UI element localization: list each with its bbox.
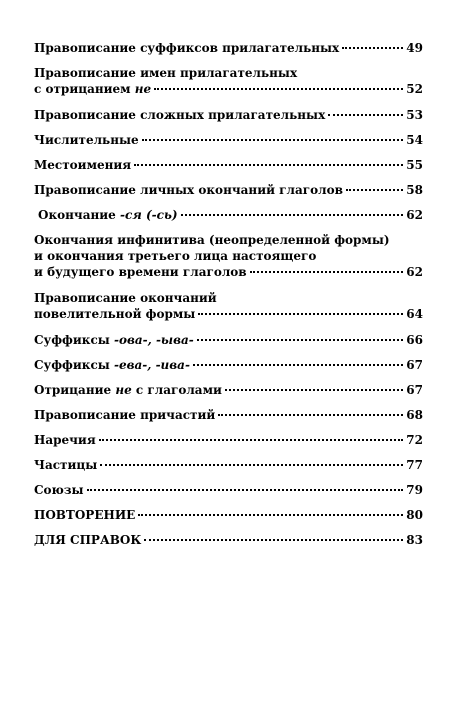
toc-entry[interactable] <box>34 40 423 56</box>
leader-dots <box>99 439 404 441</box>
page-number: 79 <box>406 483 423 497</box>
page-number: 52 <box>406 82 423 96</box>
leader-dots <box>87 489 404 491</box>
leader-dots <box>250 271 404 273</box>
toc-entry[interactable] <box>34 457 423 473</box>
entry-title: Окончание -ся (-сь) <box>38 208 178 222</box>
toc-entry[interactable] <box>34 207 423 223</box>
page-number: 58 <box>406 183 423 197</box>
leader-dots <box>193 364 403 366</box>
page-number: 72 <box>406 433 423 447</box>
table-of-contents <box>34 40 423 557</box>
leader-dots <box>144 539 403 541</box>
leader-dots <box>225 389 403 391</box>
leader-dots <box>100 464 403 466</box>
leader-dots <box>134 164 403 166</box>
page-number: 67 <box>406 383 423 397</box>
entry-title: Наречия <box>34 433 96 447</box>
entry-title: повелительной формы <box>34 307 196 321</box>
leader-dots <box>197 339 404 341</box>
toc-entry[interactable] <box>34 332 423 348</box>
page-number: 68 <box>406 408 423 422</box>
entry-title: и будущего времени глаголов <box>34 265 247 279</box>
toc-entry[interactable] <box>34 507 423 523</box>
leader-dots <box>342 47 403 49</box>
leader-dots <box>346 189 403 191</box>
toc-entry[interactable] <box>34 532 423 548</box>
entry-title: Правописание сложных прилагательных <box>34 108 326 122</box>
leader-dots <box>138 514 403 516</box>
toc-entry[interactable] <box>34 182 423 198</box>
page-number: 55 <box>406 158 423 172</box>
page-number: 80 <box>406 508 423 522</box>
page-number: 64 <box>406 307 423 321</box>
leader-dots <box>198 313 403 315</box>
toc-entry[interactable] <box>34 357 423 373</box>
entry-title: Частицы <box>34 458 98 472</box>
toc-entry[interactable] <box>34 407 423 423</box>
page-number: 67 <box>406 358 423 372</box>
entry-title: ДЛЯ СПРАВОК <box>34 533 142 547</box>
toc-entry[interactable] <box>34 290 423 322</box>
entry-title: Правописание причастий <box>34 408 216 422</box>
page-number: 77 <box>406 458 423 472</box>
entry-title: Суффиксы -ева-, -ива- <box>34 358 190 372</box>
toc-entry[interactable] <box>34 232 423 280</box>
page-number: 66 <box>406 333 423 347</box>
toc-entry[interactable] <box>34 432 423 448</box>
entry-title: ПОВТОРЕНИЕ <box>34 508 136 522</box>
leader-dots <box>328 114 403 116</box>
page-number: 49 <box>406 41 423 55</box>
leader-dots <box>181 214 404 216</box>
toc-entry[interactable] <box>34 107 423 123</box>
toc-entry[interactable] <box>34 157 423 173</box>
toc-entry[interactable] <box>34 132 423 148</box>
page-number: 62 <box>406 265 423 279</box>
toc-entry[interactable] <box>34 382 423 398</box>
entry-title: Правописание личных окончаний глаголов <box>34 183 343 197</box>
entry-title: Местоимения <box>34 158 132 172</box>
entry-title: Отрицание не с глаголами <box>34 383 222 397</box>
leader-dots <box>154 88 403 90</box>
toc-entry[interactable] <box>34 65 423 97</box>
entry-title-line: Окончания инфинитива (неопределенной формы) <box>34 233 390 247</box>
entry-title: Союзы <box>34 483 84 497</box>
entry-title: Числительные <box>34 133 139 147</box>
entry-title: Правописание суффиксов прилагательных <box>34 41 340 55</box>
entry-title-line: Правописание окончаний <box>34 291 217 305</box>
toc-entry[interactable] <box>34 482 423 498</box>
page-number: 83 <box>406 533 423 547</box>
leader-dots <box>218 414 403 416</box>
entry-title-line: Правописание имен прилагательных <box>34 66 298 80</box>
leader-dots <box>142 139 404 141</box>
entry-title: Суффиксы -ова-, -ыва- <box>34 333 194 347</box>
page-number: 53 <box>406 108 423 122</box>
entry-title: с отрицанием не <box>34 82 152 96</box>
page-number: 54 <box>406 133 423 147</box>
page-number: 62 <box>406 208 423 222</box>
entry-title-line: и окончания третьего лица настоящего <box>34 249 317 263</box>
